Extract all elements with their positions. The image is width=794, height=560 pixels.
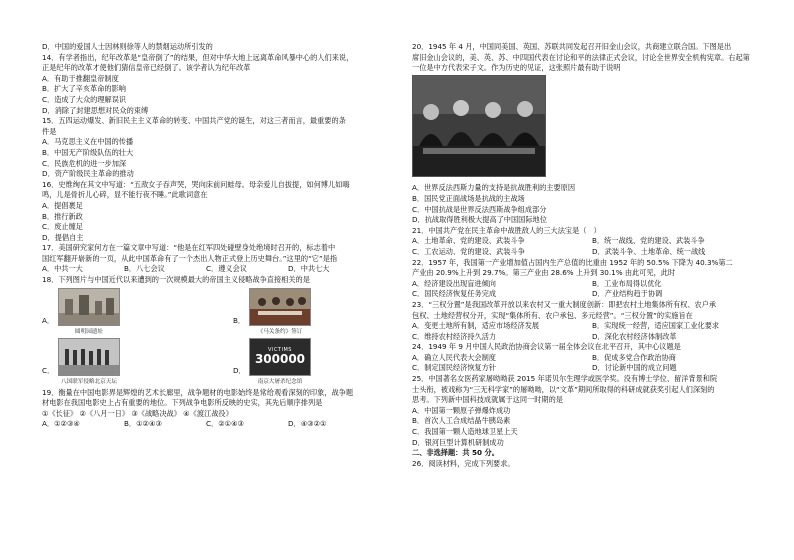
text-line: 正是纪年的改革才使他们猜信皇帝已经倒了。该学者认为纪年改革 (42, 63, 251, 73)
text-line: 26．阅读材料，完成下列要求。 (412, 458, 515, 468)
q18-image-options (42, 288, 414, 386)
text-line: D．抗战取得胜利极大提高了中国国际地位 (412, 215, 547, 225)
text-line: 14．有学者指出，纪年改革是“皇帝倒了”的结果，但对中华大地上远离革命风暴中心的人们来说， (42, 52, 354, 62)
image-caption: 《马关条约》签订 (257, 328, 303, 335)
text-line: A．马克思主义在中国的传播 (42, 137, 134, 147)
option: C．遵义会议 (206, 264, 247, 274)
text-line: C．废止缠足 (42, 222, 83, 232)
left-column (42, 42, 414, 430)
section-heading: 二、非选择题：共 50 分。 (412, 448, 499, 458)
option: C．维持农村经济持久活力 (412, 331, 497, 341)
text-line: 材电影在我国电影史上占有重要的地位。下列战争电影所反映的史实，其先后顺序排列是 (42, 398, 323, 408)
right-column (412, 42, 782, 469)
option: A．确立人民代表大会制度 (412, 352, 496, 362)
ruins-photo (58, 288, 120, 326)
text-line: 鸣，儿是骨折儿心碎，显不能行夜不睡。”此歌词意在 (42, 190, 208, 200)
text-line: C．我国第一颗人造地球卫星上天 (412, 427, 518, 437)
option: C．工农运动、党的建设、武装斗争 (412, 246, 525, 256)
image-caption: 南京大屠杀纪念馆 (257, 378, 303, 385)
text-line: B．推行新政 (42, 211, 83, 221)
text-line: 思考。下列新中国科技成就属于这同一时期的是 (412, 395, 563, 405)
text-line: 17．美国研究家何方在一篇文章中写道：“他是在红军四处碰壁身处绝境时召开的，标志着中 (42, 243, 336, 253)
text-line: 25．中国著名女医药家屠呦呦获 2015 年诺贝尔生理学或医学奖。没有博士学位、留洋背景和院 (412, 374, 718, 384)
option: C．②①④③ (206, 419, 244, 429)
treaty-signing-photo (249, 288, 311, 326)
text-line: D．银河巨型计算机研制成功 (412, 437, 504, 447)
text-line: B．国民党正面战场是抗战的主战场 (412, 193, 525, 203)
text-line: 包权、土地经营权分开，实现“集体所有、农户承包、多元经营”。“三权分置”的实施旨在 (412, 310, 693, 320)
option: D．产业结构趋于协调 (592, 289, 663, 299)
text-line: B．首次人工合成结晶牛胰岛素 (412, 416, 511, 426)
text-line: 一位是中方代表宋子文。作为历史的见证，这张照片最有助于说明 (412, 63, 621, 73)
image-option-d (233, 338, 414, 386)
text-line: B．扩大了辛亥革命的影响 (42, 84, 126, 94)
option: A．土地革命、党的建设、武装斗争 (412, 236, 525, 246)
option-letter: A． (42, 315, 55, 325)
memorial-word: VICTIMS (268, 347, 292, 354)
option: D．武装斗争、土地革命、统一战线 (592, 246, 706, 256)
option: C．国民经济恢复任务完成 (412, 289, 497, 299)
text-line: 24．1949 年 9 月中国人民政治协商会议第一届全体会议在北平召开，其中心议题是 (412, 342, 681, 352)
text-line: D．资产阶级民主革命的推动 (42, 169, 134, 179)
option: A．①②③④ (42, 419, 80, 429)
text-line: 士头衔，被戏称为“三无科学家”的屠呦呦，以“文革”期间所取得的科研成就获奖引起人们深刻的 (412, 384, 715, 394)
q21-options-row (412, 236, 782, 247)
text-line: 15．五四运动爆发、新旧民主主义革命的转变、中国共产党的诞生，对这三者而言，最重要的条 (42, 116, 346, 126)
q24-options-row (412, 363, 782, 374)
text-line: C．民族危机的进一步加深 (42, 158, 127, 168)
left-bottom-text (42, 388, 414, 420)
memorial-number: 300000 (254, 352, 306, 367)
text-line: 席旧金山会议的，美、英、苏、中四国代表在讨论和平的法律正式会议，讨论全世界安全机构宪章。右起第 (412, 52, 750, 62)
q24-options-row (412, 353, 782, 364)
q21-options-row (412, 247, 782, 258)
text-line: D．消除了封建思想对民众的束缚 (42, 105, 149, 115)
text-line: A．提倡裹足 (42, 200, 83, 210)
text-line: 产业由 20.9%上升到 29.7%。第三产业由 28.6% 上升到 30.1% 由此可见，此时 (412, 268, 676, 278)
option-letter: D． (233, 365, 246, 375)
text-line: A．有助于推翻皇帝制度 (42, 73, 119, 83)
option: B．工业布局得以优化 (592, 278, 662, 288)
option-letter: C． (42, 365, 55, 375)
image-caption: 圆明园遗址 (75, 328, 103, 335)
option: D．中共七大 (288, 264, 330, 274)
option: B．促成多党合作政治协商 (592, 352, 676, 362)
image-option-b (233, 288, 414, 336)
text-line: B．中国无产阶级队伍的壮大 (42, 147, 134, 157)
q22-options-row (412, 289, 782, 300)
option: A．中共一大 (42, 264, 83, 274)
text-line: 20．1945 年 4 月，中国同美国、英国、苏联共同发起召开旧金山会议，共商建立联合国。下图是出 (412, 42, 732, 51)
image-option-c (42, 338, 223, 386)
text-line: 国红军翻开崭新的一页，从此中国革命有了一个杰出人物正式登上历史舞台。”这里的“它”是指 (42, 253, 338, 263)
text-line: 21．中国共产党在民主革命中战胜敌人的三大法宝是（ ） (412, 225, 601, 235)
option: C．制定国民经济恢复方针 (412, 363, 497, 373)
san-francisco-conference-photo (412, 75, 546, 177)
text-line: C．中国抗战是世界反法西斯战争组成部分 (412, 204, 547, 214)
text-line: D．中国的爱国人士因林则徐等人的禁烟运动所引发的 (42, 42, 213, 51)
image-caption: 八国联军侵略北京天坛 (61, 378, 117, 385)
text-line: ①《长征》 ②《八月一日》 ③《战略决战》 ④《渡江战役》 (42, 408, 233, 418)
option-letter: B． (233, 315, 246, 325)
text-line: C．造成了大众的理解误识 (42, 94, 127, 104)
option: A．变更土地所有制，适应市场经济发展 (412, 321, 540, 331)
q17-options (42, 264, 414, 275)
text-line: A．中国第一颗原子弹爆炸成功 (412, 405, 511, 415)
q23-options-row (412, 321, 782, 332)
q18-stem: 18．下列图片与中国近代以来遭到的一次规模最大的帝国主义侵略战争直接相关的是 (42, 275, 310, 285)
text-line: 19．衡量在中国电影界是辉煌的艺术长廊里，战争题材的电影始终是常给观看深刻的印象，战争题 (42, 387, 354, 397)
text-line: D．提倡自主 (42, 232, 84, 242)
q22-options-row (412, 279, 782, 290)
option: B．统一战线、党的建设、武装斗争 (592, 236, 705, 246)
text-line: 23．“三权分置”是我国改革开放以来农村又一重大制度创新：即把农村土地集体所有权、农户承 (412, 299, 717, 309)
option: A．经济建设出现盲进倾向 (412, 278, 496, 288)
option: D．讨论新中国的成立问题 (592, 363, 677, 373)
option: D．深化农村经济体制改革 (592, 331, 677, 341)
left-top-text (42, 42, 414, 264)
text-line: 22．1957 年，我国第一产业增加值占国内生产总值的比重由 1952 年的 50.5% 下降为 40.3%第二 (412, 257, 733, 267)
text-line: 16．史维绚在其文中写道：“五敌女子吞声哭，哭向床前问蛙母。母亲爱儿自拔提，如何博儿如嗨 (42, 179, 350, 189)
allied-forces-photo (58, 338, 120, 376)
text-line: 件是 (42, 126, 57, 136)
option: B．①②④③ (124, 419, 162, 429)
image-option-a (42, 288, 223, 336)
memorial-wall-photo (249, 338, 311, 376)
option: B．实现统一经营，适应国家工业化要求 (592, 321, 720, 331)
text-line: A．世界反法西斯力量的支持是抗战胜利的主要原因 (412, 183, 576, 193)
option: B．八七会议 (124, 264, 165, 274)
option: D．④③②① (288, 419, 327, 429)
q23-options-row (412, 332, 782, 343)
q19-options (42, 419, 414, 430)
